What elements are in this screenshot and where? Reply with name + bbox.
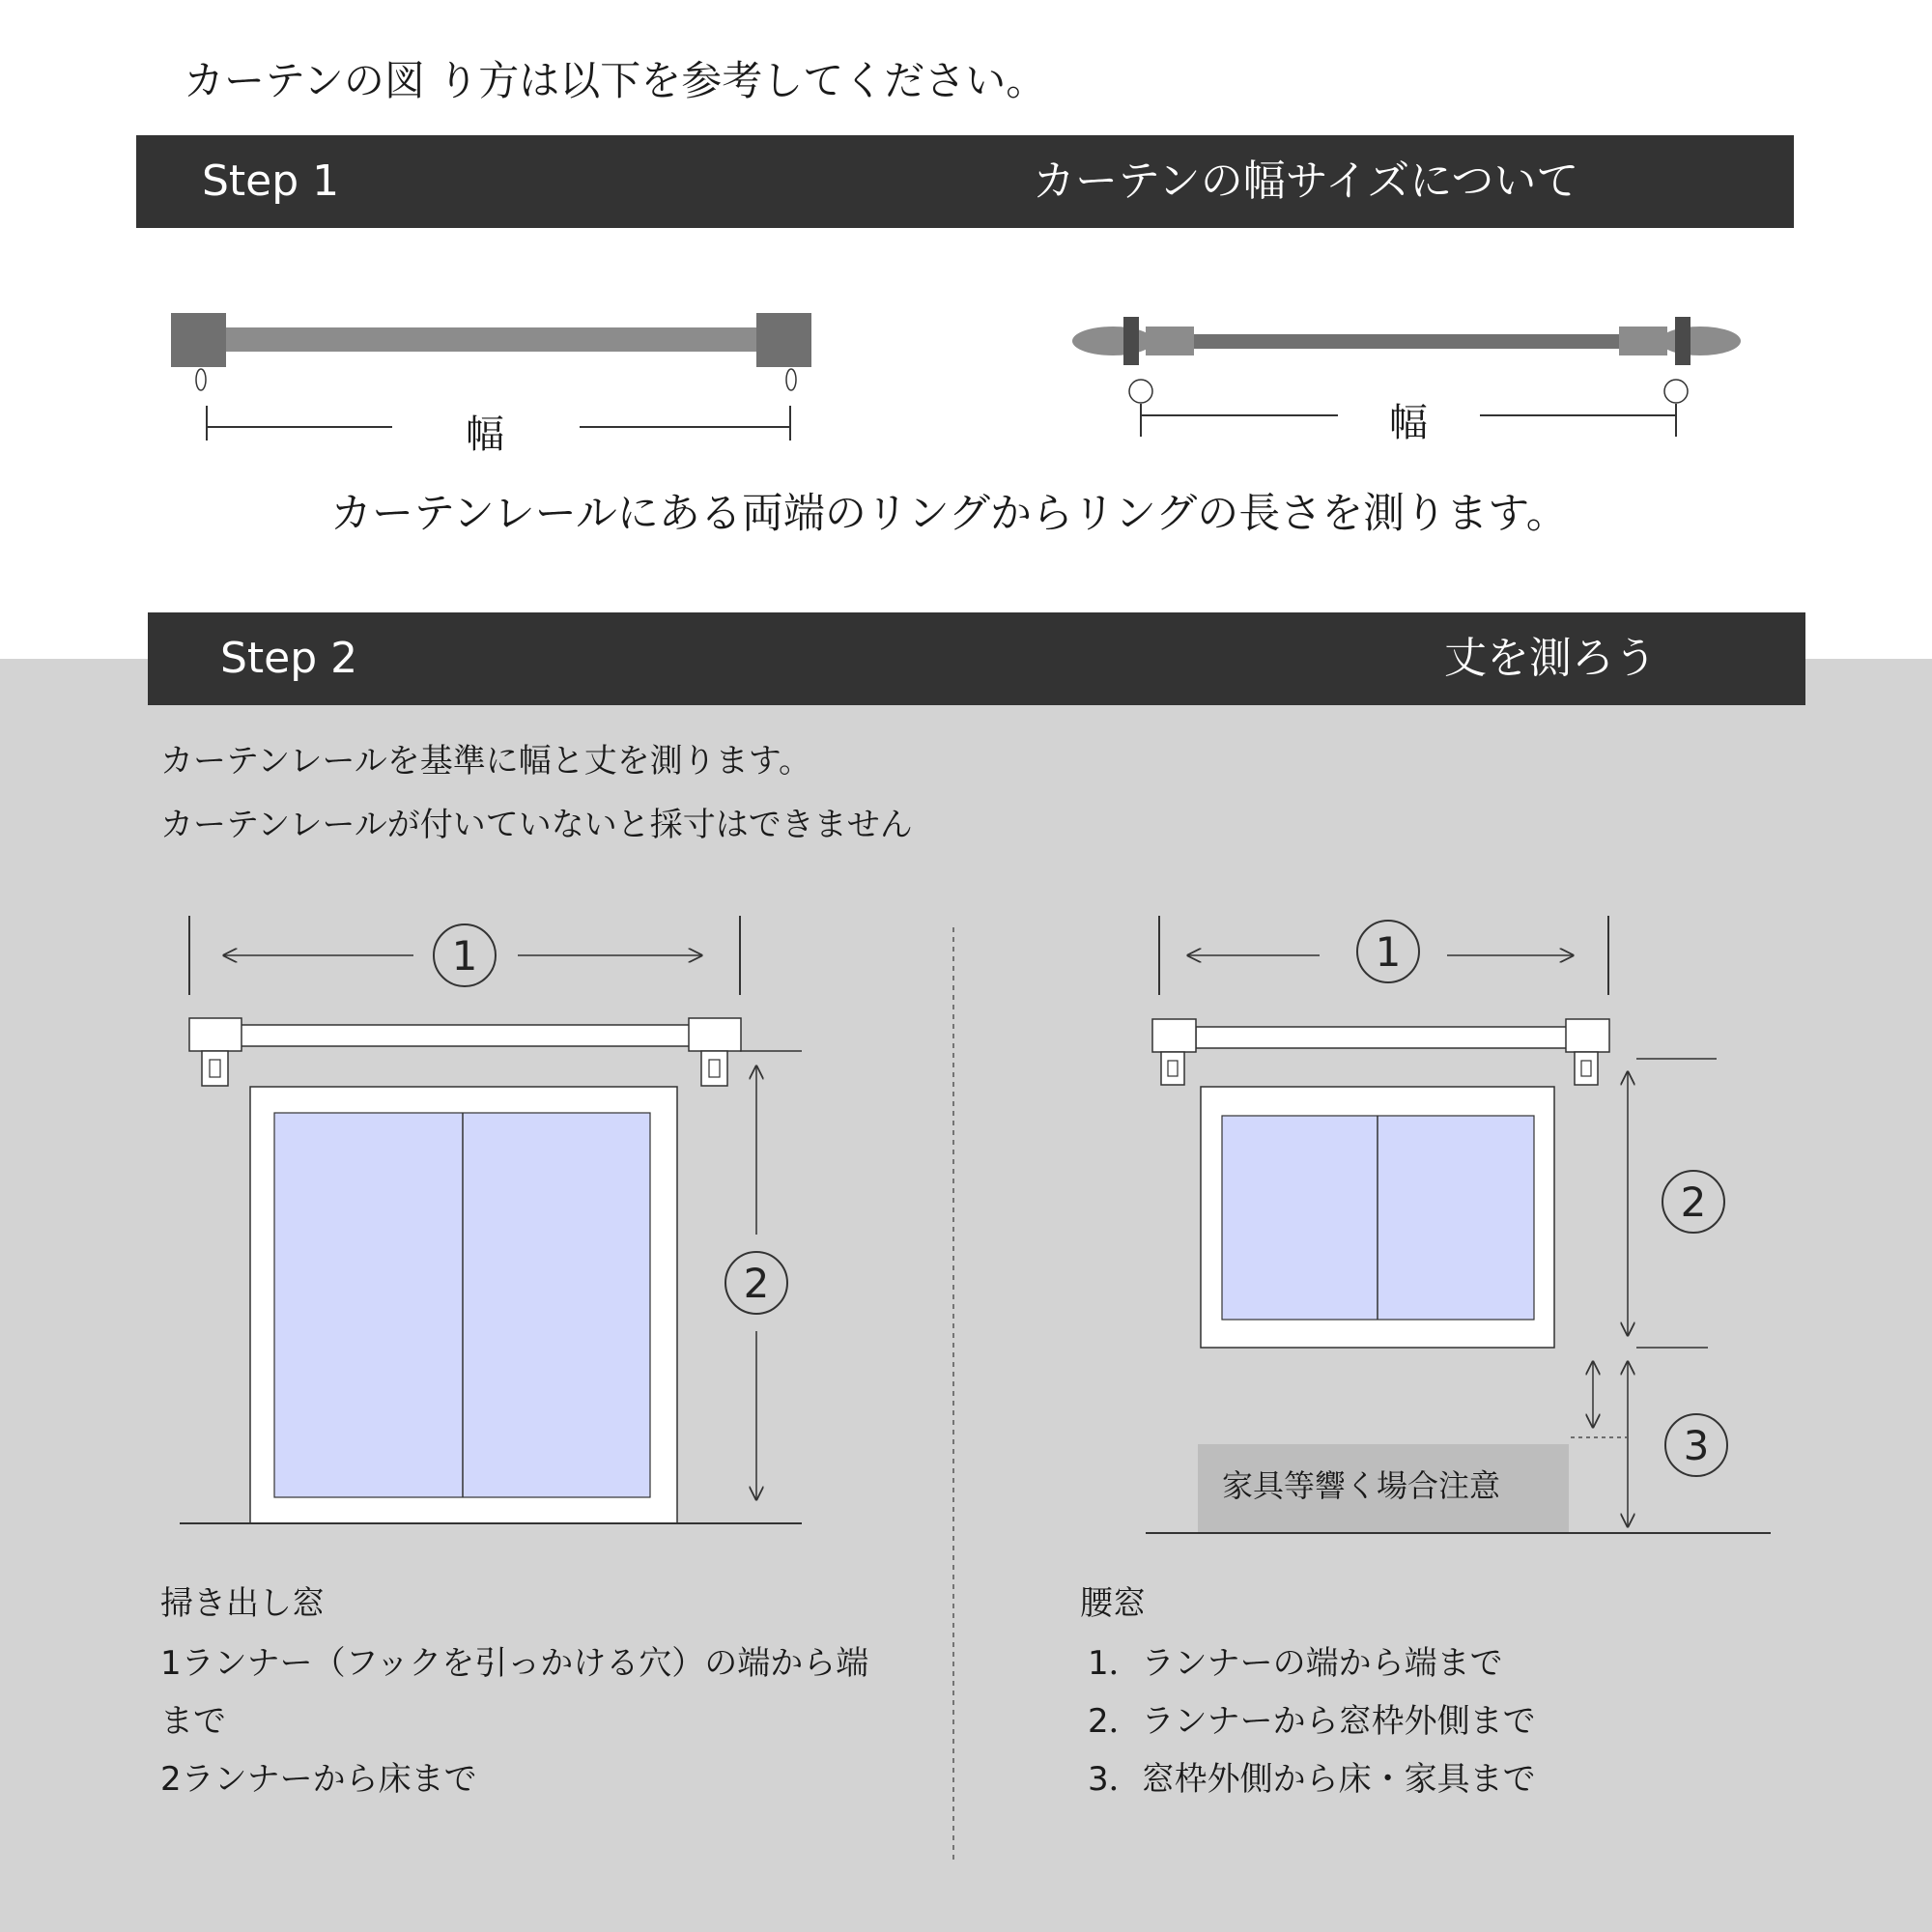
floor-window-heading: 掃き出し窓 xyxy=(160,1584,325,1623)
collar-left xyxy=(1146,327,1194,355)
collar-right xyxy=(1619,327,1667,355)
step2-intro-line2: カーテンレールが付いていないと採寸はできません xyxy=(160,806,913,844)
rail-bar xyxy=(225,327,757,352)
waist-window-heading: 腰窓 xyxy=(1080,1584,1146,1623)
bracket-right xyxy=(1675,317,1690,365)
step2-title: 丈を測ろう xyxy=(1444,634,1657,683)
finial-right xyxy=(1660,327,1741,355)
ring-right xyxy=(786,369,796,390)
marker-2-text: 2 xyxy=(1680,1179,1707,1226)
rail-end-left xyxy=(1152,1019,1196,1052)
step1-banner xyxy=(136,135,1794,228)
runner-left xyxy=(1161,1052,1184,1085)
step1-caption: カーテンレールにある両端のリングからリングの長さを測ります。 xyxy=(330,490,1568,538)
waist-window-item2: 2．ランナーから窓枠外側まで xyxy=(1088,1702,1536,1741)
floor-window-line1: 1ランナー（フックを引っかける穴）の端から端 xyxy=(160,1644,869,1683)
width-label-right: 幅 xyxy=(1389,401,1428,445)
step1-rail-diagrams xyxy=(0,290,1932,464)
marker-1-text: 1 xyxy=(1375,928,1402,976)
rail-end-right xyxy=(689,1018,741,1051)
floor-window-diagram xyxy=(180,916,802,1523)
step1-label: Step 1 xyxy=(202,156,340,206)
ring-right xyxy=(1664,380,1688,403)
runner-left xyxy=(202,1051,228,1086)
header-note: カーテンの図 り方は以下を参考してください。 xyxy=(184,57,1047,104)
floor-window-line3: 2ランナーから床まで xyxy=(160,1760,477,1799)
bracket-left xyxy=(1123,317,1139,365)
rail-end-right xyxy=(1566,1019,1609,1052)
step2-label: Step 2 xyxy=(220,634,358,683)
ring-left xyxy=(1129,380,1152,403)
step1-title: カーテンの幅サイズについて xyxy=(1033,156,1579,206)
ring-left xyxy=(196,369,206,390)
marker-2-text: 2 xyxy=(743,1260,770,1307)
rail-bar xyxy=(241,1025,690,1046)
waist-window-item1: 1．ランナーの端から端まで xyxy=(1088,1644,1503,1683)
floor-window-line2: まで xyxy=(160,1702,226,1741)
marker-3-text: 3 xyxy=(1683,1422,1710,1469)
step2-diagrams xyxy=(0,898,1932,1864)
step2-intro-line1: カーテンレールを基準に幅と丈を測ります。 xyxy=(160,742,812,781)
runner-right xyxy=(1575,1052,1598,1085)
waist-window-item3: 3．窓枠外側から床・家具まで xyxy=(1088,1760,1536,1799)
rail-end-left xyxy=(189,1018,242,1051)
furniture-label: 家具等響く場合注意 xyxy=(1222,1467,1501,1504)
runner-right xyxy=(701,1051,727,1086)
rail-bar xyxy=(1196,1027,1567,1048)
rail-end-left xyxy=(171,313,226,367)
marker-1-text: 1 xyxy=(451,932,478,980)
width-label-left: 幅 xyxy=(466,412,504,457)
finial-left xyxy=(1072,327,1153,355)
rail-bar xyxy=(1194,334,1621,349)
waist-window-diagram xyxy=(1146,916,1771,1533)
step2-banner xyxy=(148,612,1805,705)
rail-end-right xyxy=(756,313,811,367)
